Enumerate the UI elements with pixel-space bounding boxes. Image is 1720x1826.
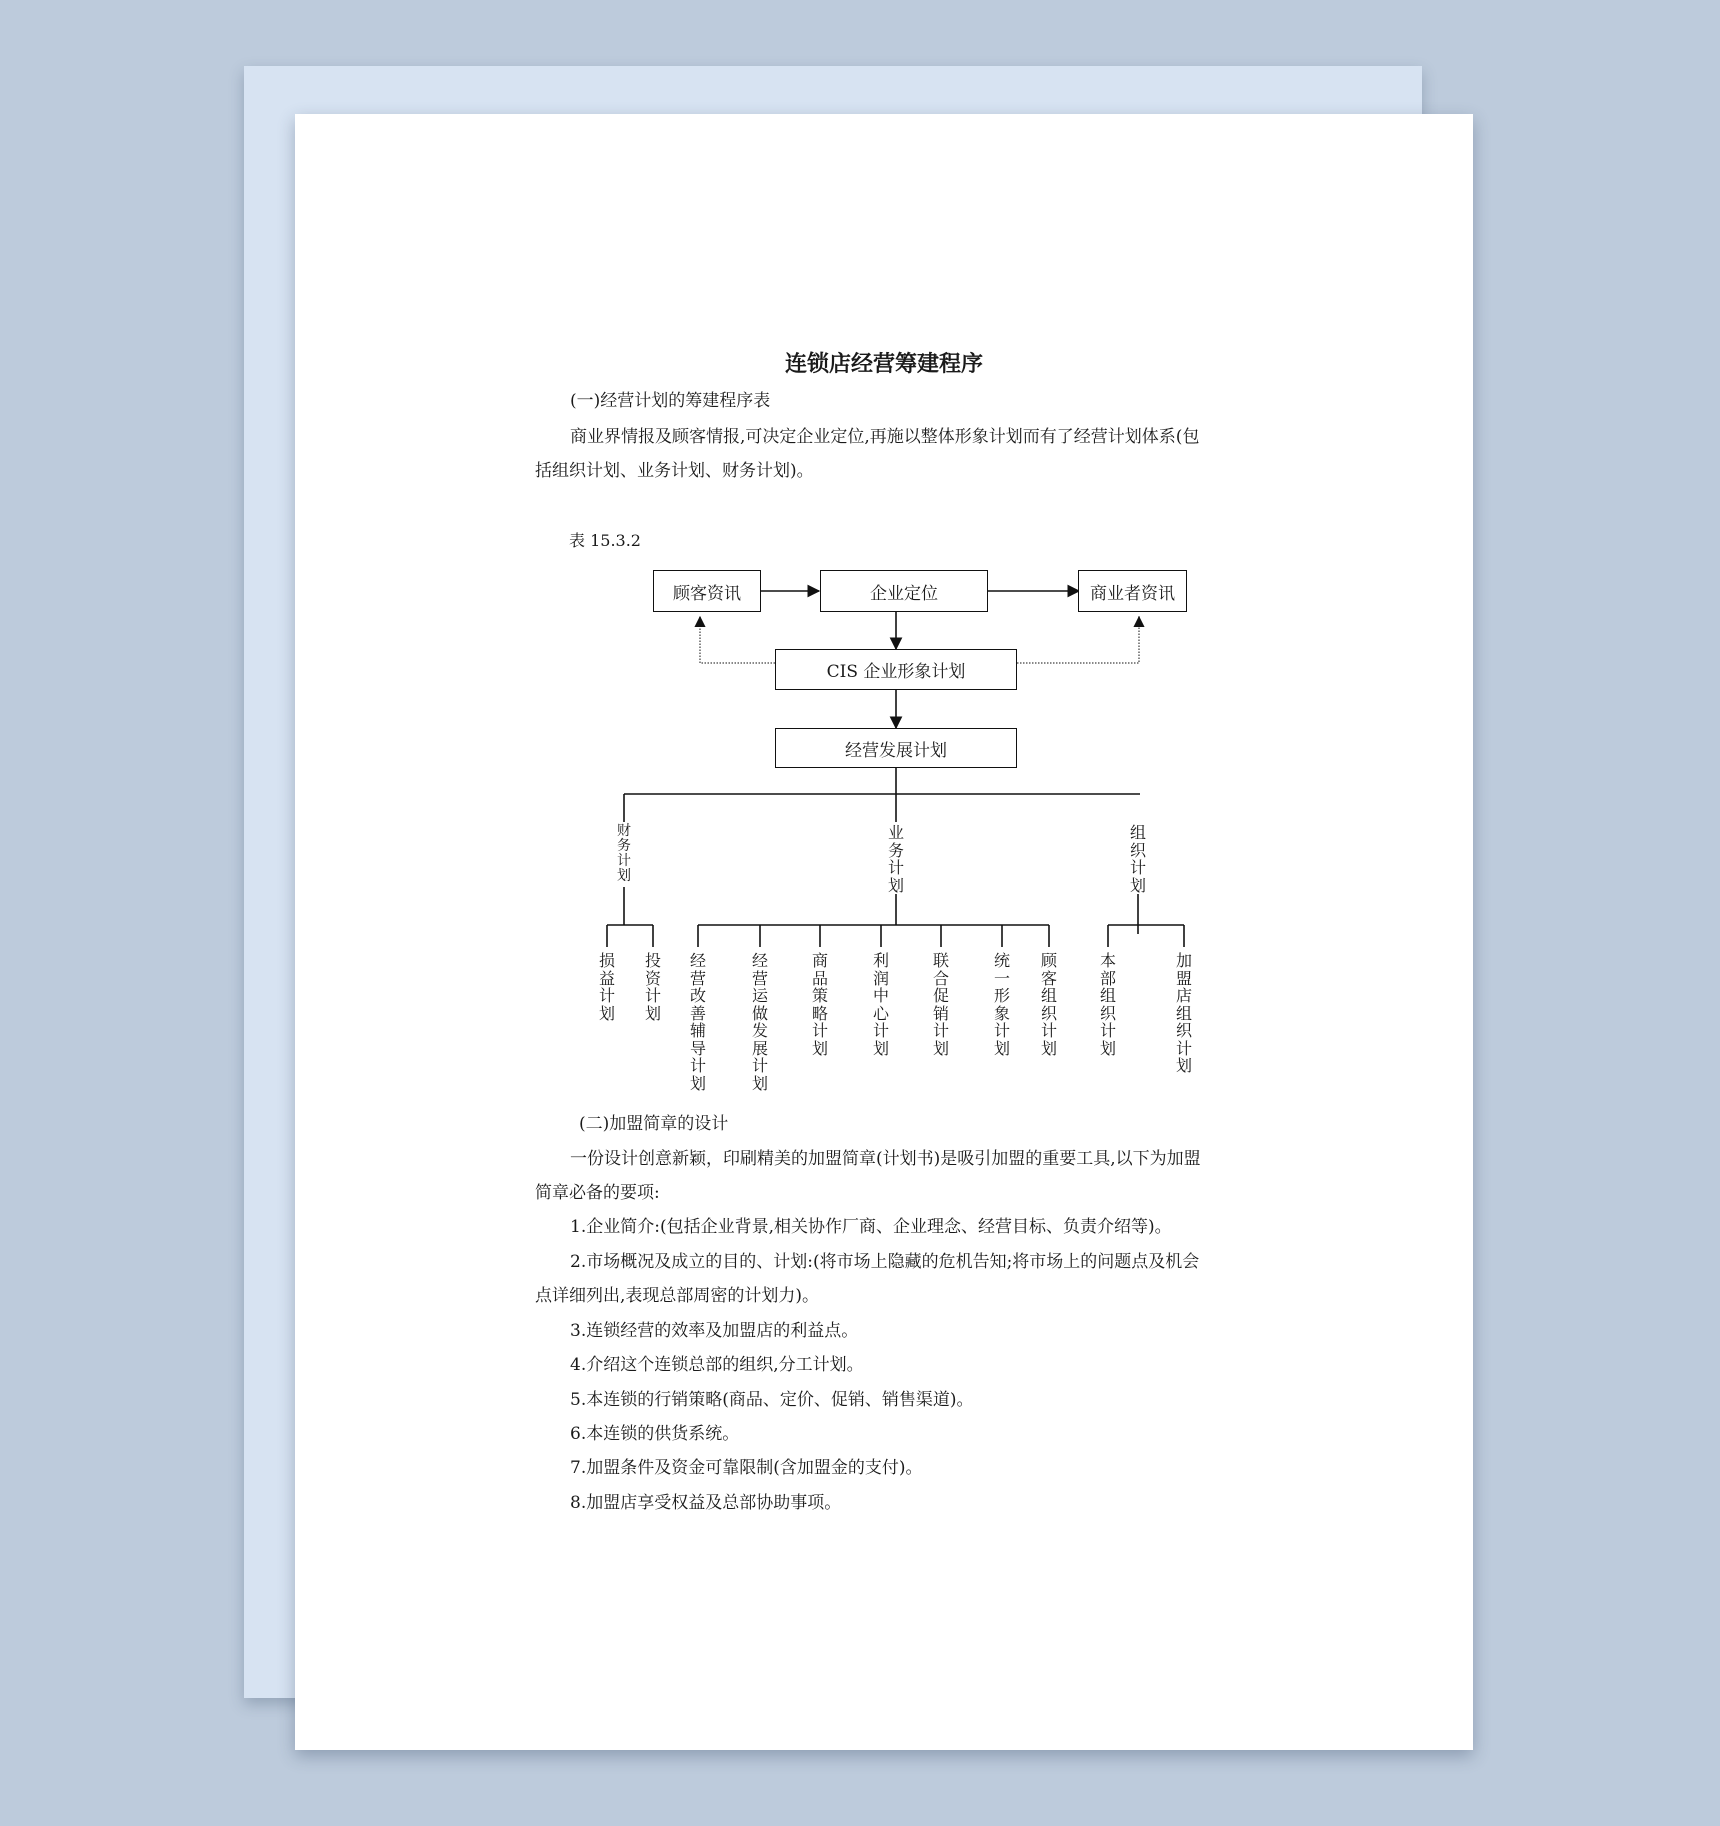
list-item: 1.企业简介:(包括企业背景,相关协作厂商、企业理念、经营目标、负责介绍等)。 bbox=[570, 1217, 1172, 1237]
list-item: 2.市场概况及成立的目的、计划:(将市场上隐藏的危机告知;将市场上的问题点及机会 bbox=[570, 1252, 1200, 1272]
document-title: 连锁店经营筹建程序 bbox=[784, 351, 983, 377]
list-item: 7.加盟条件及资金可靠限制(含加盟金的支付)。 bbox=[570, 1458, 923, 1478]
feedback-cis-to-customer bbox=[700, 616, 775, 663]
leaf-customer-org-plan: 顾客组织计划 bbox=[1040, 951, 1057, 1058]
box-customer-info: 顾客资讯 bbox=[653, 570, 761, 612]
intro-line2: 括组织计划、业务计划、财务计划)。 bbox=[535, 461, 814, 481]
list-item: 8.加盟店享受权益及总部协助事项。 bbox=[570, 1493, 842, 1513]
branch-business-plan: 业务计划 bbox=[887, 823, 904, 895]
list-item: 4.介绍这个连锁总部的组织,分工计划。 bbox=[570, 1355, 864, 1375]
section2-heading: (二)加盟简章的设计 bbox=[579, 1114, 729, 1134]
feedback-cis-to-business-info bbox=[1017, 616, 1139, 663]
leaf-franchise-org-plan: 加盟店组织计划 bbox=[1175, 951, 1192, 1075]
leaf-joint-promotion-plan: 联合促销计划 bbox=[932, 951, 949, 1058]
leaf-profit-loss-plan: 损益计划 bbox=[598, 951, 615, 1023]
list-item: 5.本连锁的行销策略(商品、定价、促销、销售渠道)。 bbox=[570, 1390, 974, 1410]
table-label: 表 15.3.2 bbox=[569, 531, 641, 550]
section1-heading: (一)经营计划的筹建程序表 bbox=[570, 391, 771, 411]
leaf-product-strategy-plan: 商品策略计划 bbox=[811, 951, 828, 1058]
leaf-operation-plan: 经营运做发展计划 bbox=[751, 951, 768, 1093]
box-business-info: 商业者资讯 bbox=[1078, 570, 1187, 612]
list-item: 3.连锁经营的效率及加盟店的利益点。 bbox=[570, 1321, 859, 1341]
box-development-plan: 经营发展计划 bbox=[775, 728, 1017, 768]
leaf-hq-org-plan: 本部组织计划 bbox=[1099, 951, 1116, 1058]
leaf-profit-center-plan: 利润中心计划 bbox=[872, 951, 889, 1058]
branch-finance-plan: 财务计划 bbox=[617, 823, 631, 884]
box-cis-plan: CIS 企业形象计划 bbox=[775, 649, 1017, 690]
leaf-unified-image-plan: 统一形象计划 bbox=[993, 951, 1010, 1058]
para2-line2: 简章必备的要项: bbox=[535, 1183, 660, 1203]
list-item-continued: 点详细列出,表现总部周密的计划力)。 bbox=[535, 1286, 820, 1306]
flowchart-connectors bbox=[295, 114, 1473, 1750]
document-page bbox=[295, 114, 1473, 1750]
box-enterprise-positioning: 企业定位 bbox=[820, 570, 988, 612]
branch-org-plan: 组织计划 bbox=[1129, 823, 1146, 895]
para2-line1: 一份设计创意新颖，印刷精美的加盟简章(计划书)是吸引加盟的重要工具,以下为加盟 bbox=[570, 1149, 1201, 1169]
intro-line1: 商业界情报及顾客情报,可决定企业定位,再施以整体形象计划而有了经营计划体系(包 bbox=[570, 427, 1200, 447]
leaf-investment-plan: 投资计划 bbox=[644, 951, 661, 1023]
list-item: 6.本连锁的供货系统。 bbox=[570, 1424, 740, 1444]
leaf-improvement-plan: 经营改善辅导计划 bbox=[689, 951, 706, 1093]
